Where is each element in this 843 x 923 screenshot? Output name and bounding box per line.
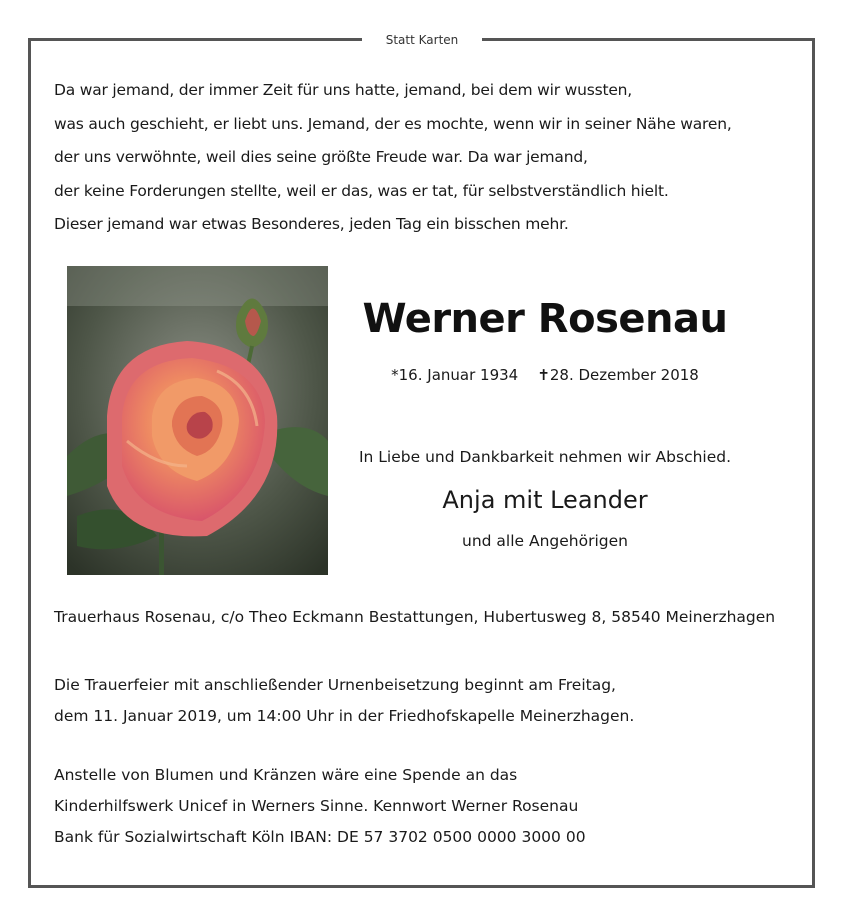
service-line: dem 11. Januar 2019, um 14:00 Uhr in der Friedhofskapelle Meinerzhagen. — [54, 707, 635, 725]
poem-line: der uns verwöhnte, weil dies seine größte Freude war. Da war jemand, — [54, 148, 588, 166]
poem-line: der keine Forderungen stellte, weil er das, was er tat, für selbstverständlich hielt. — [54, 181, 669, 200]
rose-photo — [67, 266, 328, 575]
donation-line: Anstelle von Blumen und Kränzen wäre eine Spende an das — [54, 766, 518, 784]
donation-line: Bank für Sozialwirtschaft Köln IBAN: DE 57 3702 0500 0000 3000 00 — [54, 828, 586, 846]
farewell-text: In Liebe und Dankbarkeit nehmen wir Abschied. — [358, 448, 732, 466]
family-names: Anja mit Leander — [442, 486, 648, 514]
poem — [54, 74, 794, 242]
service-info — [54, 670, 634, 732]
life-dates — [380, 366, 710, 384]
relatives-text: und alle Angehörigen — [462, 532, 628, 550]
address-line: Trauerhaus Rosenau, c/o Theo Eckmann Bestattungen, Hubertusweg 8, 58540 Meinerzhagen — [54, 608, 776, 626]
service-line: Die Trauerfeier mit anschließender Urnenbeisetzung beginnt am Freitag, — [54, 676, 616, 694]
poem-line: Dieser jemand war etwas Besonderes, jeden Tag ein bisschen mehr. — [54, 215, 569, 233]
donation-line: Kinderhilfswerk Unicef in Werners Sinne. Kennwort Werner Rosenau — [54, 797, 579, 815]
poem-line: Da war jemand, der immer Zeit für uns hatte, jemand, bei dem wir wussten, — [54, 81, 633, 99]
header-label: Statt Karten — [362, 31, 482, 49]
death-date: ✝28. Dezember 2018 — [537, 366, 699, 384]
deceased-name: Werner Rosenau — [362, 296, 728, 342]
donation-info — [54, 760, 586, 853]
birth-date: *16. Januar 1934 — [391, 366, 519, 384]
poem-line: was auch geschieht, er liebt uns. Jemand, der es mochte, wenn wir in seiner Nähe waren, — [54, 114, 732, 133]
